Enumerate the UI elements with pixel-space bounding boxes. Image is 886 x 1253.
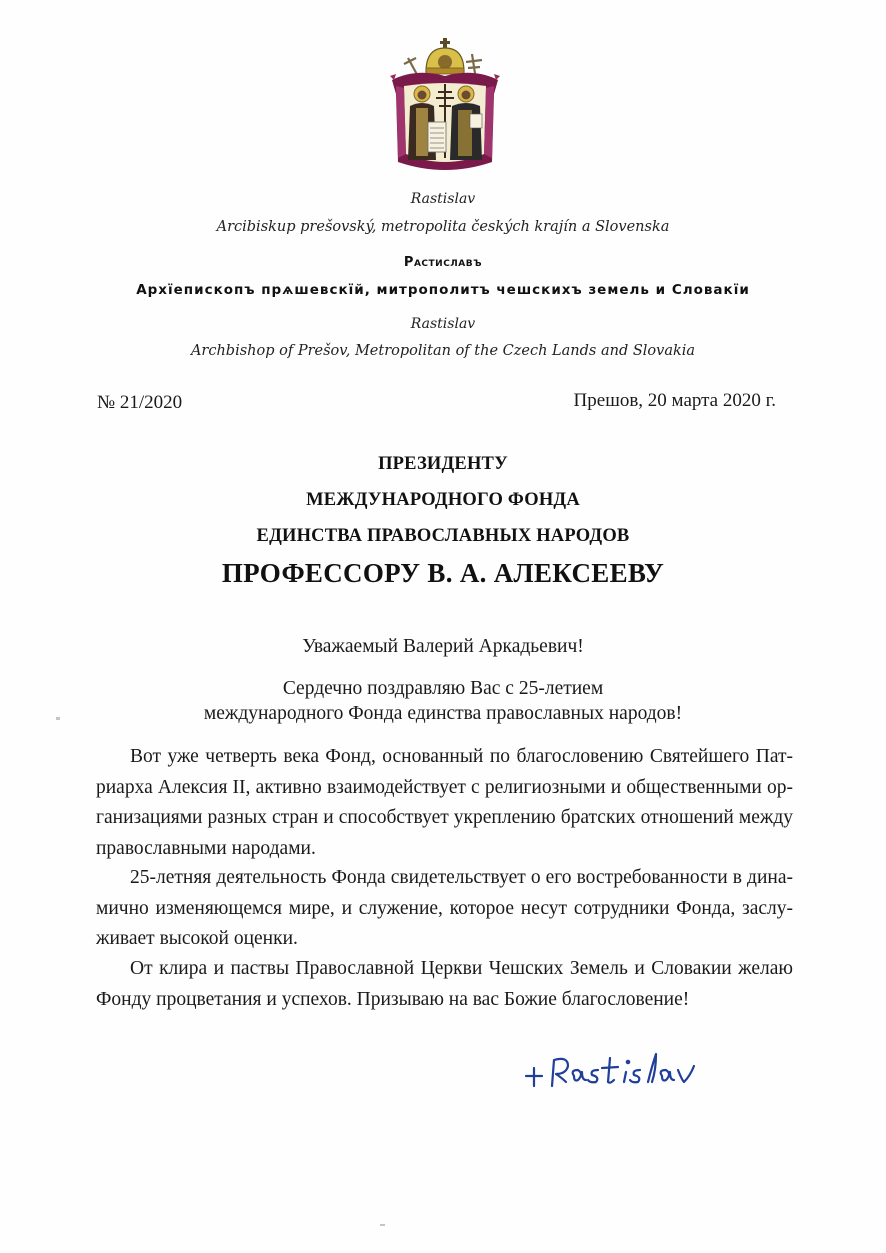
paragraph-line: риарха Алексия II, активно взаимодействует с религиозными и общественными ор- <box>96 776 793 798</box>
letterhead-name-slavonic: Растиславъ <box>403 255 483 270</box>
letterhead-title-english: Archbishop of Prešov, Metropolitan of the Czech Lands and Slovakia <box>190 343 696 359</box>
paragraph-line: Вот уже четверть века Фонд, основанный по благословению Святейшего Пат- <box>130 746 793 767</box>
letterhead-title-slovak: Arcibiskup prešovský, metropolita českých krajín a Slovenska <box>216 219 670 235</box>
letterhead-name-slovak: Rastislav <box>410 191 476 207</box>
place-and-date: Прешов, 20 марта 2020 г. <box>573 390 776 411</box>
body-paragraph-2 <box>96 863 793 955</box>
addressee-line-2: МЕЖДУНАРОДНОГО ФОНДА <box>306 490 580 510</box>
addressee-name: ПРОФЕССОРУ В. А. АЛЕКСЕЕВУ <box>221 558 665 588</box>
paragraph-line: 25-летняя деятельность Фонда свидетельствует о его востребованности в дина- <box>130 867 793 888</box>
congratulation-line-1: Сердечно поздравляю Вас с 25-летием <box>282 678 604 699</box>
letterhead-name-english: Rastislav <box>410 316 476 332</box>
handwritten-signature-icon <box>522 1046 712 1096</box>
scan-speck <box>56 717 60 720</box>
paragraph-line: От клира и паствы Православной Церкви Чешских Земель и Словакии желаю <box>130 958 793 979</box>
congratulation-line-2: международного Фонда единства православных народов! <box>203 703 683 724</box>
salutation: Уважаемый Валерий Аркадьевич! <box>302 636 584 657</box>
paragraph-line: православными народами. <box>96 837 316 859</box>
paragraph-line: живает высокой оценки. <box>96 928 298 949</box>
scan-speck <box>380 1224 385 1226</box>
paragraph-line: ганизациями разных стран и способствует укреплению братских отношений между <box>96 807 793 828</box>
paragraph-line: мично изменяющемся мире, и служение, которое несут сотрудники Фонда, заслу- <box>96 897 793 919</box>
coat-of-arms-icon <box>386 36 504 174</box>
addressee-line-1: ПРЕЗИДЕНТУ <box>378 454 508 474</box>
addressee-line-3: ЕДИНСТВА ПРАВОСЛАВНЫХ НАРОДОВ <box>256 526 630 546</box>
body-paragraph-1 <box>96 742 793 864</box>
reference-number: № 21/2020 <box>97 392 183 413</box>
letterhead-title-slavonic: Архїепископъ прѧшевскїй, митрополитъ чешскихъ земель и Словакїи <box>136 282 750 298</box>
body-paragraph-3 <box>96 954 793 1015</box>
paragraph-line: Фонду процветания и успехов. Призываю на вас Божие благословение! <box>96 988 690 1010</box>
